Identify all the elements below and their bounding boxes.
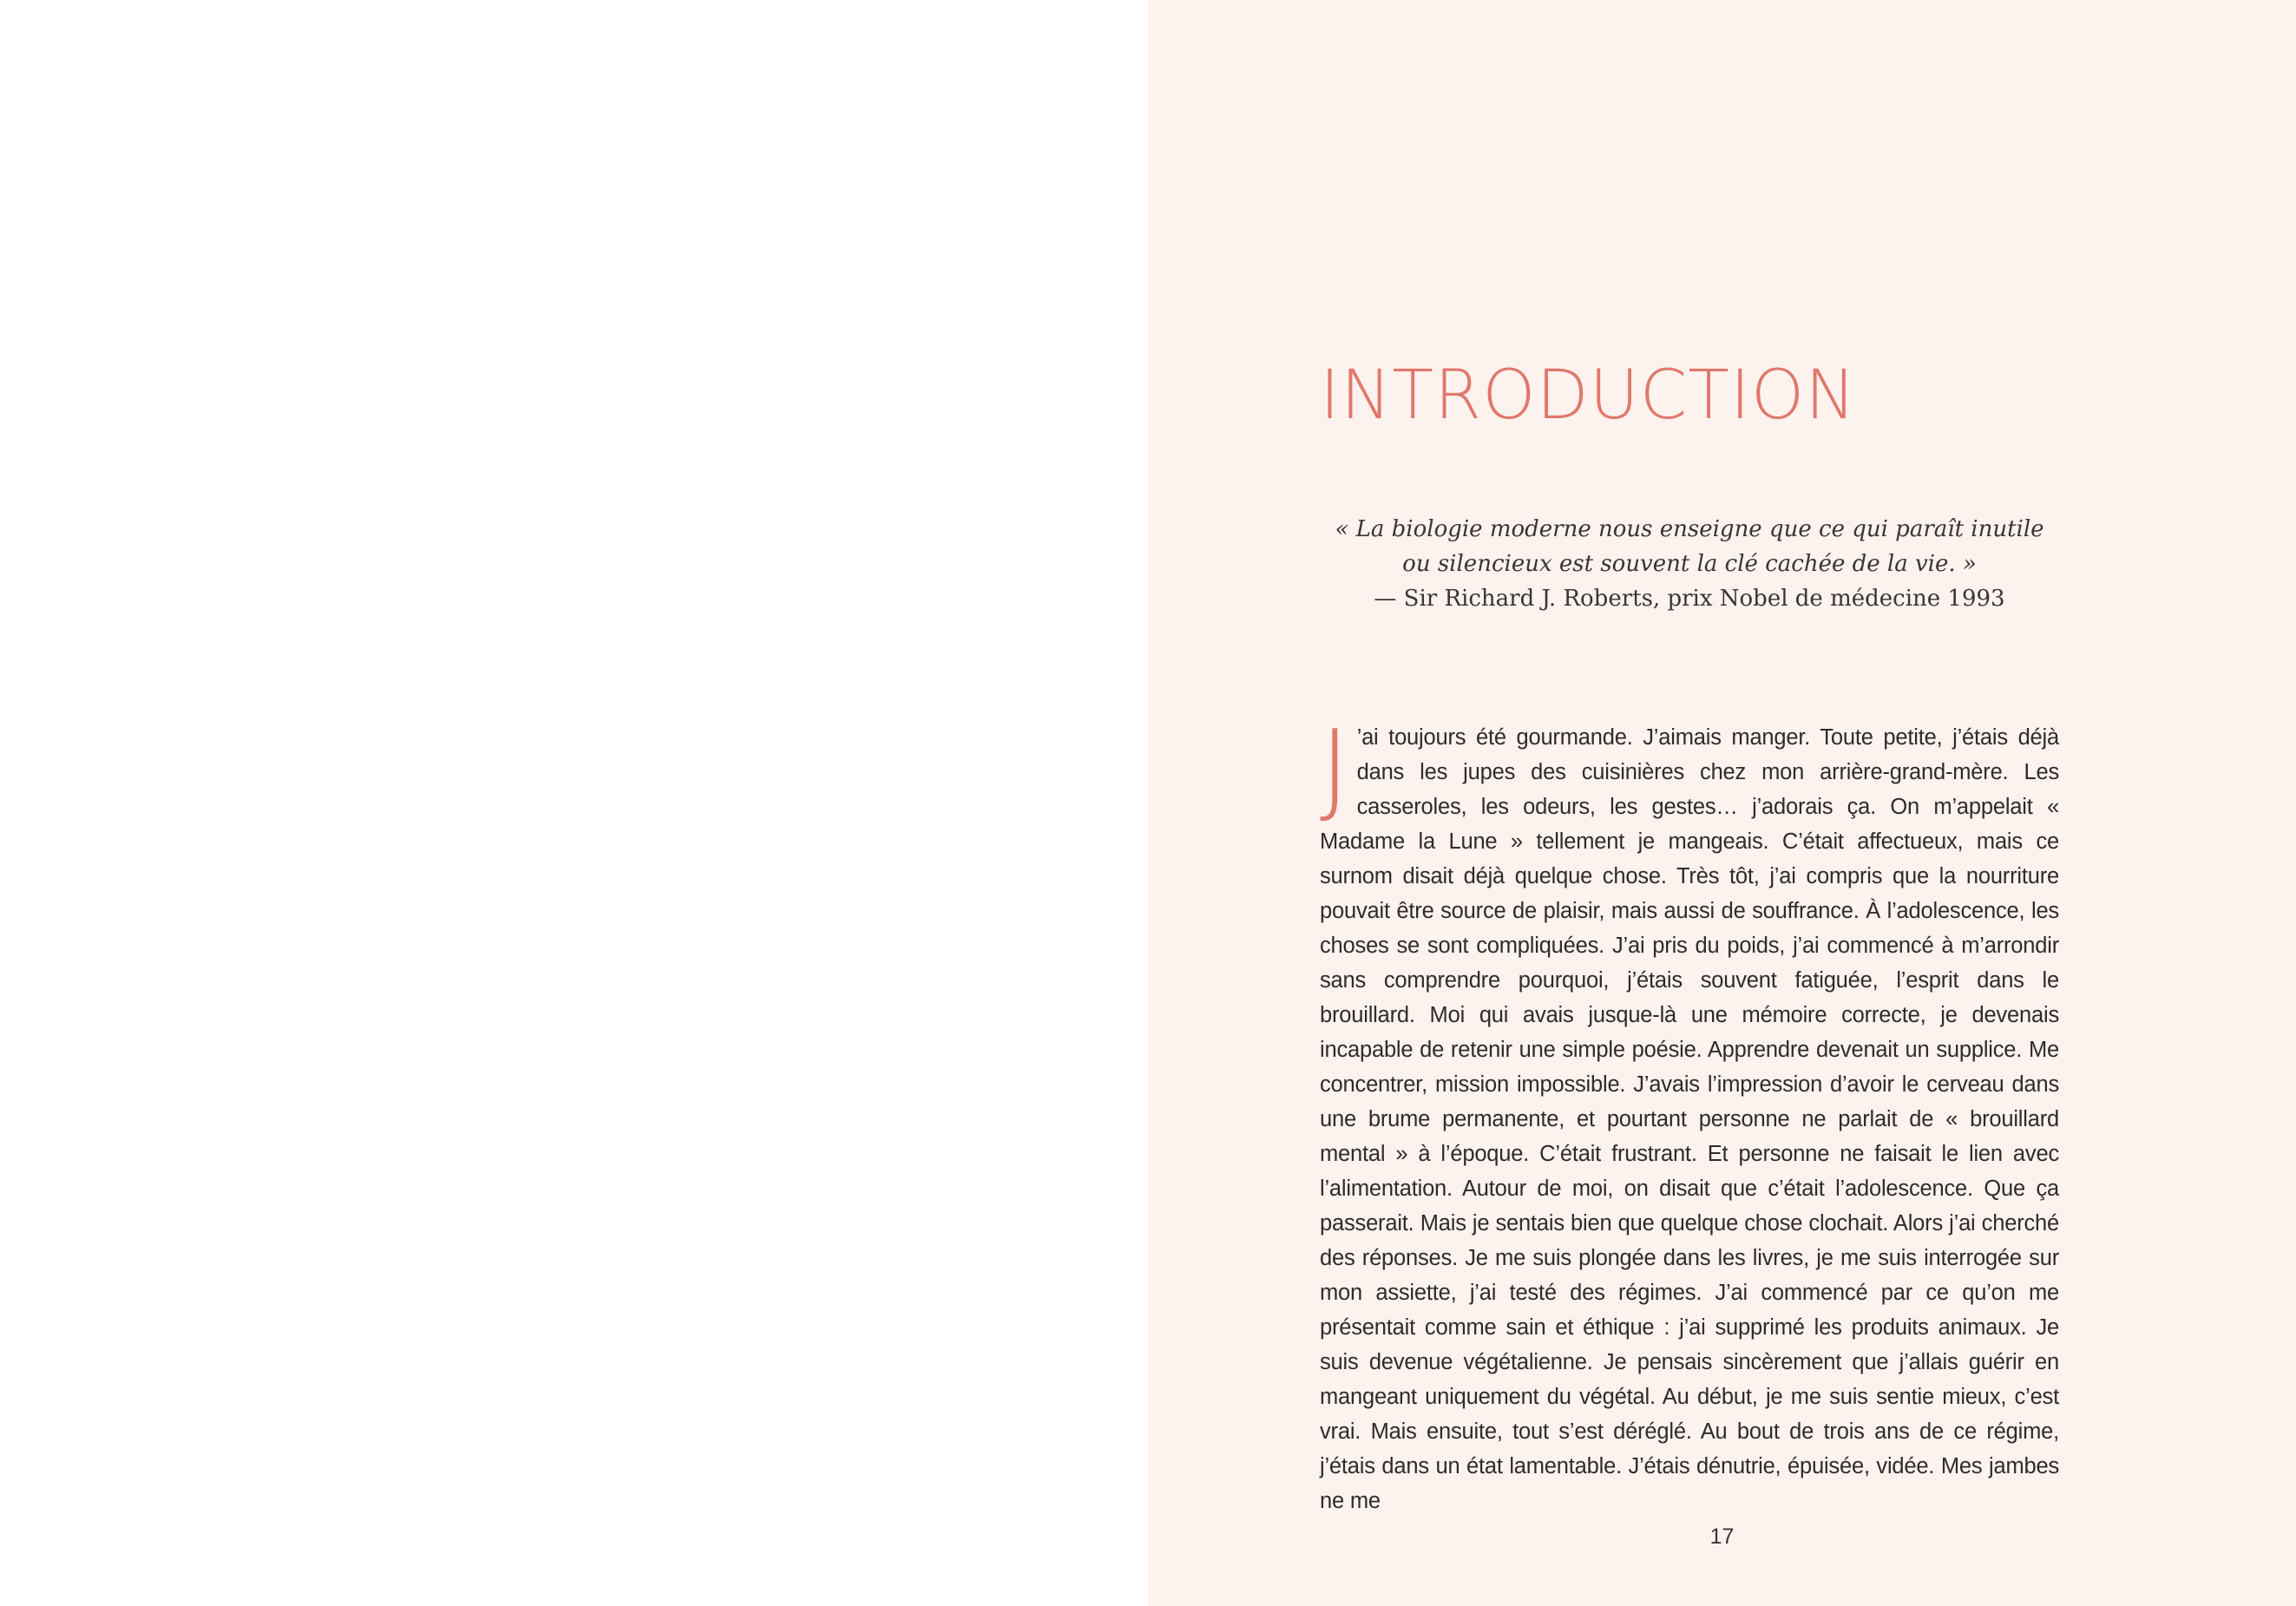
epigraph-attribution: — Sir Richard J. Roberts, prix Nobel de médecine 1993 [1374, 586, 2005, 612]
epigraph [1320, 512, 2059, 616]
epigraph-quote: « La biologie moderne nous enseigne que ce qui paraît inutile ou silencieux est souvent la clé cachée de la vie. » [1335, 516, 2044, 577]
body-text: ’ai toujours été gourmande. J’aimais manger. Toute petite, j’étais déjà dans les jupes des cuisinières chez mon arrière-grand-mère. Les casseroles, les odeurs, les gestes… j’adorais ça. On m’appelait « Madame la Lune » tellement je mangeais. C’était affectueux, mais ce surnom disait déjà quelque chose. Très tôt, j’ai compris que la nourriture pouvait être source de plaisir, mais aussi de souffrance. À l’adolescence, les choses se sont compliquées. J’ai pris du poids, j’ai commencé à m’arrondir sans comprendre pourquoi, j’étais souvent fatiguée, l’esprit dans le brouillard. Moi qui avais jusque-là une mémoire correcte, je devenais incapable de retenir une simple poésie. Apprendre devenait un supplice. Me concentrer, mission impossible. J’avais l’impression d’avoir le cerveau dans une brume permanente, et pourtant personne ne parlait de « brouillard mental » à l’époque. C’était frustrant. Et personne ne faisait le lien avec l’alimentation. Autour de moi, on disait que c’était l’adolescence. Que ça passerait. Mais je sentais bien que quelque chose clochait. Alors j’ai cherché des réponses. Je me suis plongée dans les livres, je me suis interrogée sur mon assiette, j’ai testé des régimes. J’ai commencé par ce qu’on me présentait comme sain et éthique : j’ai supprimé les produits animaux. Je suis devenue végétalienne. Je pensais sincèrement que j’allais guérir en mangeant uniquement du végétal. Au début, je me suis sentie mieux, c’est vrai. Mais ensuite, tout s’est déréglé. Au bout de trois ans de ce régime, j’étais dans un état lamentable. J’étais dénutrie, épuisée, vidée. Mes jambes ne me [1320, 725, 2059, 1513]
drop-cap: J [1320, 707, 1350, 827]
page-number: 17 [1709, 1524, 1735, 1549]
right-page [1148, 0, 2296, 1606]
chapter-title: INTRODUCTION [1320, 357, 1857, 435]
body-paragraph [1320, 707, 2059, 1518]
